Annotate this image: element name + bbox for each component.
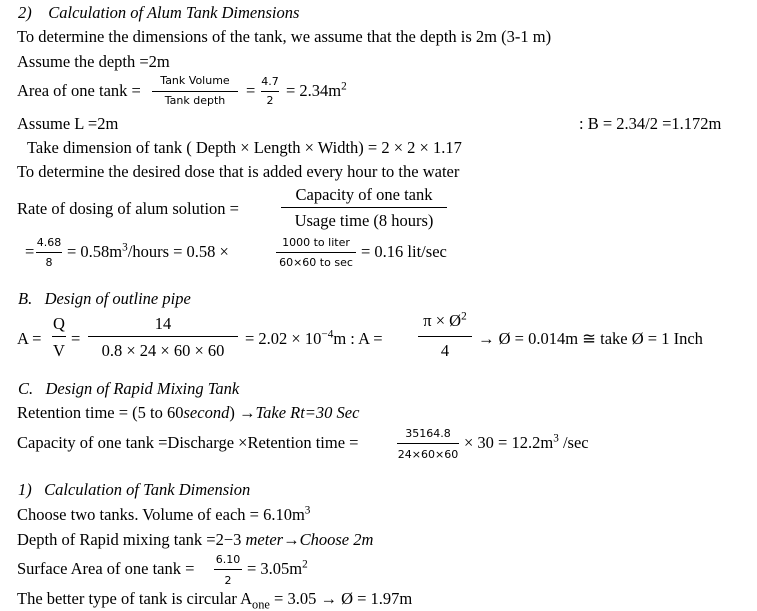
- area-fraction2-denominator: 2: [266, 94, 274, 107]
- surface-area-label: Surface Area of one tank =: [17, 559, 195, 578]
- surface-fraction-numerator: 6.10: [215, 553, 241, 566]
- section-heading-rapid-mixing: C. Design of Rapid Mixing Tank: [18, 379, 240, 398]
- rate-fraction-numerator: Capacity of one tank: [295, 185, 433, 204]
- rate2-fraction2-denominator: 60×60 to sec: [279, 256, 353, 269]
- pipe-fraction2-denominator: 4: [440, 341, 450, 360]
- capacity-fraction-bar: [397, 443, 459, 444]
- section-heading-alum-tank: 2) Calculation of Alum Tank Dimensions: [18, 3, 300, 22]
- pipe-fraction-denominator: 0.8 × 24 × 60 × 60: [101, 341, 225, 360]
- area-fraction-denominator: Tank depth: [164, 94, 226, 107]
- rate2-fraction-bar: [36, 252, 62, 253]
- rate2-equals: =: [25, 242, 35, 261]
- surface-fraction-bar: [214, 569, 242, 570]
- capacity-fraction-denominator: 24×60×60: [397, 448, 459, 461]
- pipe-fraction2-bar: [418, 336, 472, 337]
- rate-label: Rate of dosing of alum solution =: [17, 199, 239, 218]
- circular-tank-text: The better type of tank is circular $A_{one} = 3.05$ → Ø = 1.97m: [17, 589, 413, 611]
- section-heading-outline-pipe: B. Design of outline pipe: [18, 289, 191, 308]
- retention-time-text: Retention time = (5 to 60second) →Take Rt=30 Sec: [17, 403, 360, 422]
- intro-text: To determine the dimensions of the tank, we assume that the depth is 2m (3-1 m): [17, 27, 552, 46]
- width-value-text: : B = 2.34/2 =1.172m: [579, 114, 722, 133]
- rate2-middle: = $0.58m^3$/hours = 0.58 ×: [67, 241, 229, 261]
- area-fraction-numerator: Tank Volume: [160, 74, 230, 87]
- assume-length-text: Assume L =2m: [17, 114, 119, 133]
- pipe-fraction-numerator: 14: [154, 314, 172, 333]
- area-equals: =: [246, 81, 256, 100]
- pipe-middle: = $2.02 \times 10^{-4}m$ : A =: [245, 328, 383, 348]
- take-dimension-text: Take dimension of tank ( Depth × Length × Width) = 2 × 2 × 1.17: [27, 138, 462, 157]
- pipe-qv-bar: [52, 336, 66, 337]
- pipe-v-denominator: V: [53, 341, 65, 360]
- pipe-equals: =: [71, 329, 81, 348]
- pipe-result: → Ø = 0.014m ≅ take Ø = 1 Inch: [478, 329, 703, 348]
- pipe-area-lhs: A =: [17, 329, 42, 348]
- area-result: = $2.34m^2$: [286, 80, 347, 100]
- rate2-fraction2-numerator: 1000 to liter: [282, 236, 350, 249]
- choose-tanks-text: Choose two tanks. Volume of each = $6.10m^3$: [17, 504, 311, 524]
- rate-fraction-bar: [281, 207, 447, 208]
- rate-fraction-denominator: Usage time (8 hours): [294, 211, 434, 230]
- pipe-fraction-bar: [88, 336, 238, 337]
- dose-intro-text: To determine the desired dose that is added every hour to the water: [17, 162, 460, 181]
- area-fraction2-numerator: 4.7: [261, 75, 279, 88]
- area-fraction2-bar: [261, 91, 279, 92]
- pipe-fraction2-numerator: $\pi \times Ø^2$: [423, 310, 467, 330]
- section-heading-tank-dimension: 1) Calculation of Tank Dimension: [18, 480, 251, 499]
- surface-fraction-denominator: 2: [224, 574, 232, 587]
- rate2-result: = 0.16 lit/sec: [361, 242, 447, 261]
- area-fraction-bar: [152, 91, 238, 92]
- area-label: Area of one tank =: [17, 81, 141, 100]
- capacity-label: Capacity of one tank =Discharge ×Retention time =: [17, 433, 359, 452]
- pipe-q-numerator: Q: [53, 314, 65, 333]
- assume-depth-text: Assume the depth =2m: [17, 52, 170, 71]
- surface-result: = $3.05m^2$: [247, 558, 308, 578]
- depth-rapid-mixing-text: Depth of Rapid mixing tank =2−3 meter→Choose 2m: [17, 530, 374, 549]
- capacity-fraction-numerator: 35164.8: [405, 427, 451, 440]
- rate2-fraction-numerator: 4.68: [36, 236, 62, 249]
- rate2-fraction-denominator: 8: [45, 256, 53, 269]
- capacity-result: × $30 = 12.2m^3$ /sec: [464, 432, 589, 452]
- rate2-fraction2-bar: [276, 252, 356, 253]
